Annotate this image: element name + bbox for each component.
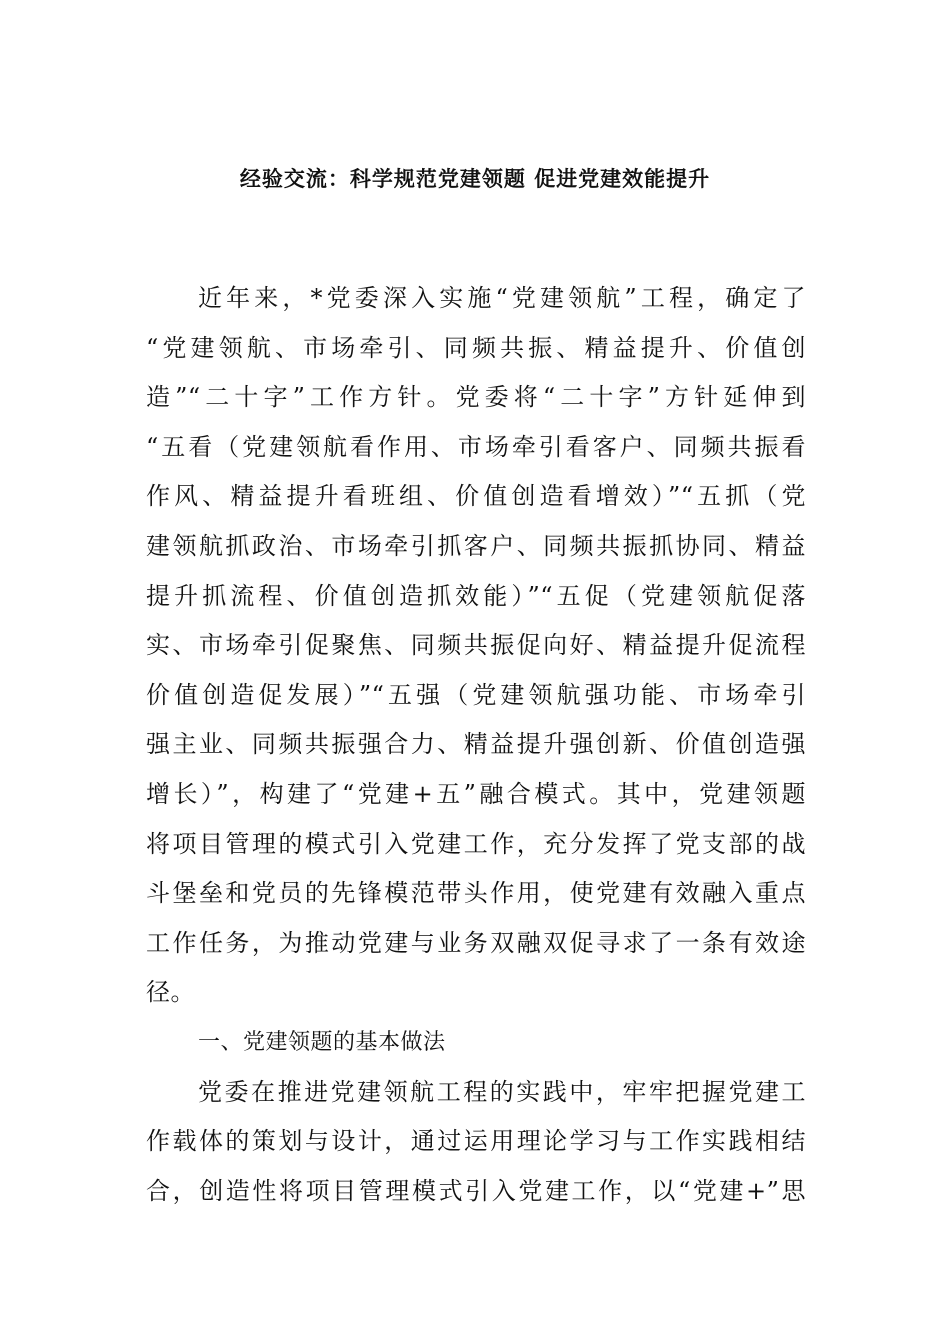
- paragraph-line: 作风、精益提升看班组、价值创造看增效）”“五抓（党: [146, 482, 806, 511]
- paragraph-line: 作载体的策划与设计，通过运用理论学习与工作实践相结: [146, 1127, 806, 1156]
- paragraph-line: 党委在推进党建领航工程的实践中，牢牢把握党建工: [198, 1077, 806, 1106]
- paragraph-line: 提升抓流程、价值创造抓效能）”“五促（党建领航促落: [146, 581, 806, 610]
- paragraph-line: “党建领航、市场牵引、同频共振、精益提升、价值创: [146, 333, 806, 362]
- paragraph-line: 径。: [146, 978, 195, 1007]
- paragraph-line: 强主业、同频共振强合力、精益提升强创新、价值创造强: [146, 730, 806, 759]
- paragraph-line: 斗堡垒和党员的先锋模范带头作用，使党建有效融入重点: [146, 879, 806, 908]
- paragraph-line: 增长）”，构建了“党建+五”融合模式。其中，党建领题: [146, 779, 806, 808]
- paragraph-line: 价值创造促发展）”“五强（党建领航强功能、市场牵引: [146, 680, 806, 709]
- paragraph-line: 将项目管理的模式引入党建工作，充分发挥了党支部的战: [146, 829, 806, 858]
- paragraph-line: 工作任务，为推动党建与业务双融双促寻求了一条有效途: [146, 928, 806, 957]
- paragraph-line: 近年来，*党委深入实施“党建领航”工程，确定了: [198, 284, 806, 312]
- document-title: 经验交流：科学规范党建领题 促进党建效能提升: [239, 167, 711, 191]
- paragraph-line: 建领航抓政治、市场牵引抓客户、同频共振抓协同、精益: [146, 531, 806, 560]
- paragraph-line: 实、市场牵引促聚焦、同频共振促向好、精益提升促流程: [146, 631, 806, 660]
- document-body: [146, 274, 806, 1216]
- section-heading: 一、党建领题的基本做法: [198, 1029, 446, 1055]
- paragraph-line: 合，创造性将项目管理模式引入党建工作，以“党建+”思: [146, 1176, 806, 1205]
- paragraph-line: “五看（党建领航看作用、市场牵引看客户、同频共振看: [146, 432, 806, 461]
- paragraph-line: 造”“二十字”工作方针。党委将“二十字”方针延伸到: [146, 383, 806, 412]
